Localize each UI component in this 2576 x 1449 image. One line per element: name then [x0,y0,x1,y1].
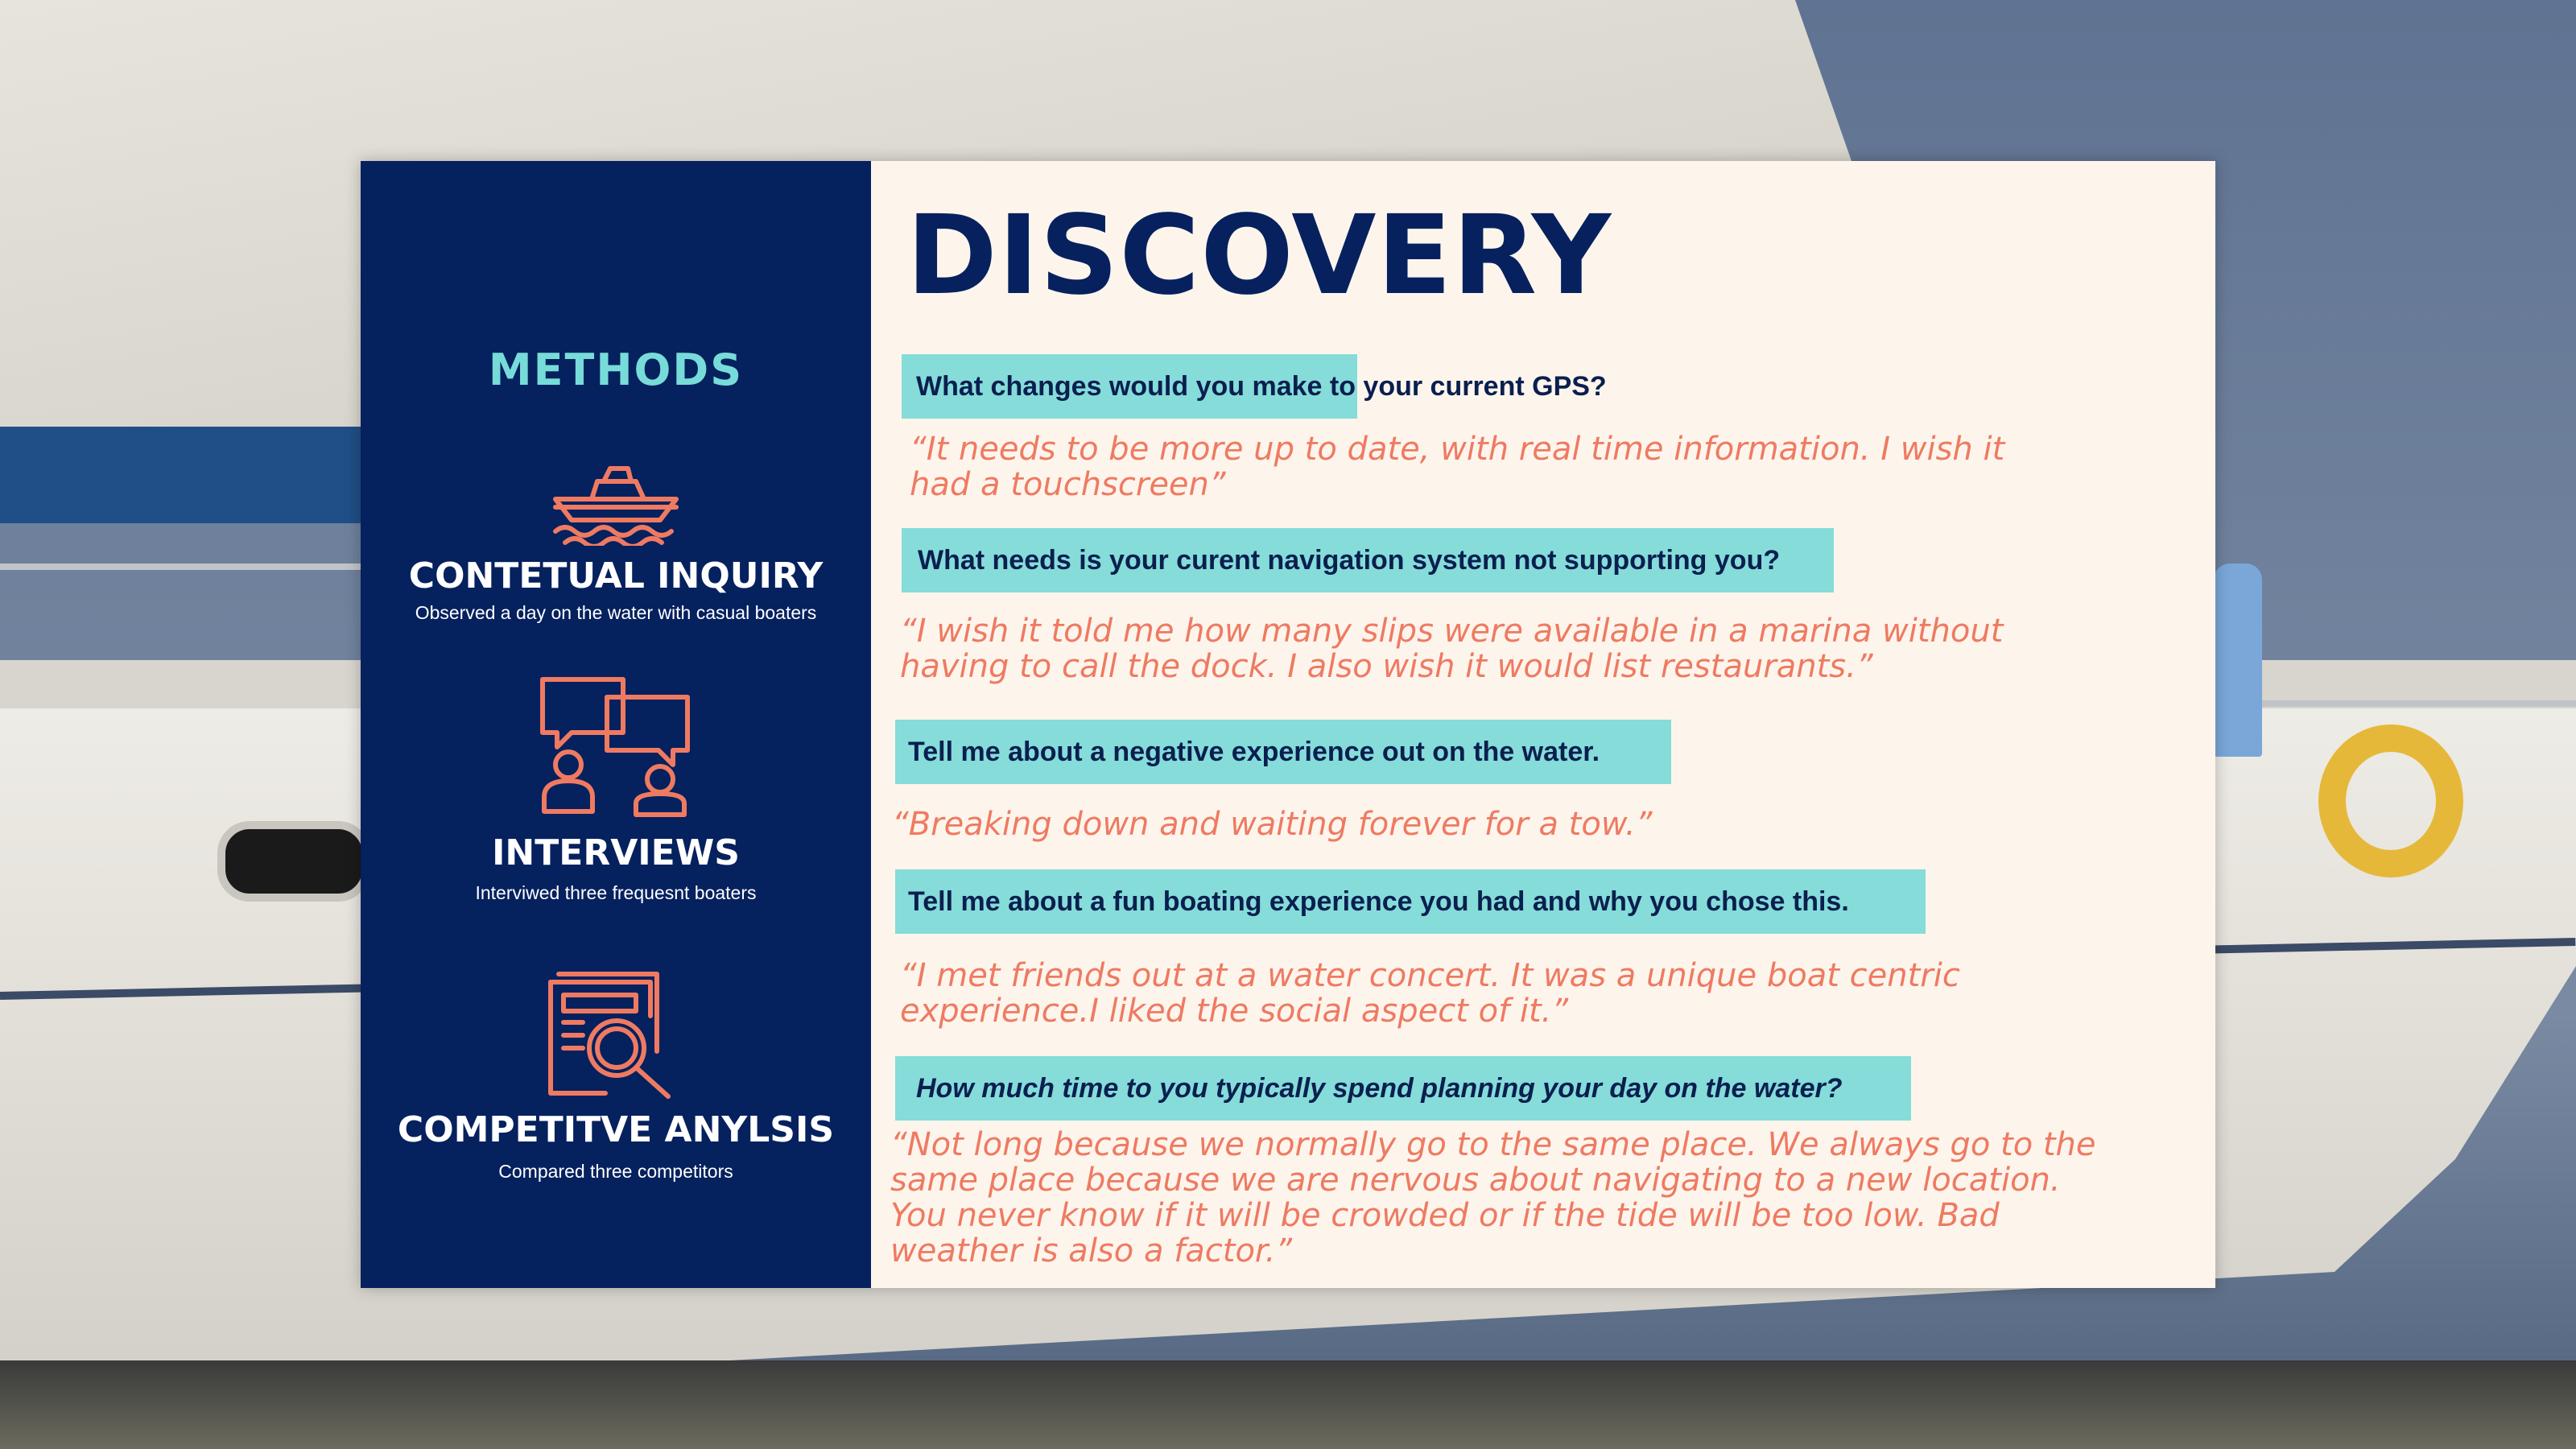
answer-line: “I wish it told me how many slips were available in a marina without [900,613,2004,650]
answer-line: “I met friends out at a water concert. It was a unique boat centric [900,957,1960,994]
boat-icon [547,457,684,546]
question-banner: How much time to you typically spend planning your day on the water? [895,1056,1911,1121]
answer-line: having to call the dock. I also wish it would list restaurants.” [900,648,1873,685]
answer-quote [892,807,2164,842]
answer-line: experience.I liked the social aspect of it.” [900,993,1569,1030]
answer-line: same place because we are nervous about navigating to a new location. [890,1162,2061,1199]
answer-line: You never know if it will be crowded or if the tide will be too low. Bad [890,1197,2000,1234]
answer-line: “It needs to be more up to date, with real time information. I wish it [910,431,2005,468]
method-name: INTERVIEWS [492,832,740,873]
water [0,1360,2576,1449]
slide-card [361,161,2215,1288]
question-banner: What needs is your curent navigation system not supporting you? [902,528,1834,592]
answer-line: “Not long because we normally go to the same place. We always go to the [890,1126,2096,1163]
rail [2214,700,2576,707]
question-banner: What changes would you make to your current GPS? [902,354,1357,419]
answer-quote [900,958,2172,1029]
answer-quote [910,431,2165,502]
method-name: COMPETITVE ANYLSIS [397,1109,835,1150]
methods-heading: METHODS [488,345,744,395]
life-buoy [2318,724,2463,877]
question-banner: Tell me about a fun boating experience you had and why you chose this. [895,869,1926,934]
methods-sidebar [361,161,871,1288]
page-title: DISCOVERY [906,192,1612,320]
document-search-icon [547,971,676,1100]
answer-quote [900,613,2172,684]
chat-people-icon [539,676,692,818]
method-description: Observed a day on the water with casual boaters [415,602,817,623]
sail-stripe [0,427,370,523]
person [2214,564,2262,757]
rail [0,564,362,570]
answer-quote [890,1127,2194,1269]
porthole [217,821,370,902]
answer-line: had a touchscreen” [910,466,1226,503]
method-description: Compared three competitors [498,1161,733,1182]
question-banner: Tell me about a negative experience out on the water. [895,720,1671,784]
answer-line: “Breaking down and waiting forever for a tow.” [892,806,1653,843]
method-name: CONTETUAL INQUIRY [408,555,824,597]
answer-line: weather is also a factor.” [890,1232,1293,1269]
discovery-panel [871,161,2215,1288]
method-description: Interviwed three frequesnt boaters [475,882,757,903]
